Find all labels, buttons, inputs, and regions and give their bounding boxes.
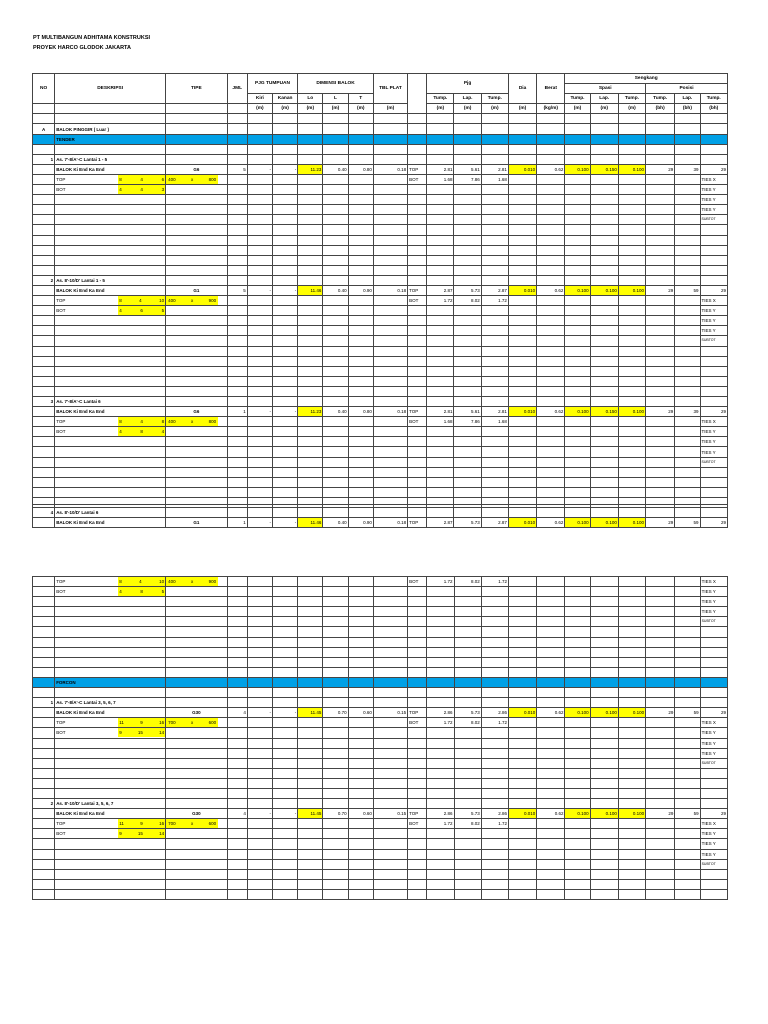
beam-top-row: TOP 8 4 6 400 x 800 BOT 1.68 7.86 1.68 TIES X — [33, 174, 728, 184]
table-row — [33, 215, 728, 225]
lo-header: Lo — [298, 94, 323, 104]
table-row — [33, 245, 728, 255]
row-side-label: SUBTOT — [700, 758, 727, 768]
beam-number: 3 — [33, 397, 55, 407]
beam-title: As. 8'-10/D' Lantai 3, 5, 6, 7 — [55, 799, 166, 809]
top-bars: TOP 8 4 10 — [55, 296, 166, 306]
beam-name: BALOK Ki End Ka End — [55, 708, 166, 718]
beam-top-row: TOP 8 4 10 400 x 900 BOT 1.72 8.02 1.72 TIES X — [33, 296, 728, 306]
top-bars: TOP 8 4 6 — [55, 174, 166, 184]
beam-title: As. 8'-10/D' Lantai 6 — [55, 508, 166, 518]
pjg-tumpuan-header: PJG TUMPUAN — [247, 74, 297, 94]
beam-bot-row — [33, 728, 728, 738]
ties-y-label: TIES Y — [700, 829, 727, 839]
beam-name: BALOK Ki End Ka End — [55, 164, 166, 174]
table-row — [33, 195, 728, 205]
row-side-label: TIES Y — [700, 447, 728, 457]
table-row — [33, 356, 728, 366]
table-row — [33, 346, 728, 356]
beam-type: G1 — [166, 518, 228, 528]
beam-title-row — [33, 799, 728, 809]
tbl-plat-header: TBL PLAT — [373, 74, 407, 104]
section-size: 400 x 900 — [166, 577, 228, 587]
table-row — [33, 637, 728, 647]
table-row — [33, 597, 728, 607]
spasi-header: Spasi — [565, 84, 646, 94]
top-bars: TOP 8 4 8 — [55, 417, 166, 427]
row-side-label: TIES Y — [700, 316, 728, 326]
posisi-header: Posisi — [646, 84, 728, 94]
row-side-label: TIES Y — [700, 326, 728, 336]
table-row — [33, 627, 728, 637]
beam-title-row — [33, 397, 728, 407]
table-row — [33, 447, 728, 457]
section-size: 700 x 600 — [166, 718, 228, 728]
beam-schedule-table-continued — [32, 576, 728, 900]
ties-y-label: TIES Y — [700, 306, 728, 316]
table-row — [33, 688, 728, 698]
beam-schedule-table: NO DESKRIPSI TIPE JML PJG TUMPUAN DIMENSI BALOK TBL PLAT Pjg Dia Berat Sengkang Spasi Posisi Kiri Kanan Lo L T Tump. Lap. Tump. Tump. Lap. Tump. Tump. Lap. Tump. (m) (m) (m) (m) (m) (m) (m) (m) (m) (m) (kg/m) (m) (m) (m) (bh) (bh) (bh) A BALOK PINGGIR ( Luar ) TENDER 1 As. 7'-8/A'-C Lantai 1 - 5 BALOK Ki End Ka End G6 5 - - 11.23 0.40 0.80 0.18 TOP 2.81 5.61 2.81 0.010 0.62 0.100 0.150 0.100 29 39 29 TOP 8 4 6 400 x 800 BOT 1.68 7.86 1.68 TIES X BOT 4 4 3 TIES Y TIES Y TIES Y SUBTOT 2 As. 8'-10/D' Lantai 1 - 5 BALOK Ki End Ka End G1 5 - - 11.46 0.40 0.90 0.18 TOP 2.87 5.73 2.87 0.010 0.62 0.100 0.100 0.100 29 59 29 TOP 8 4 10 400 x 900 BOT 1.72 8.02 1.72 TIES X BOT 4 6 5 TIES Y TIES Y TIES Y SUBTOT 3 As. 7'-8/A'-C Lantai 6 BALOK Ki End Ka End G6 1 - - 11.23 0.40 0.80 0.18 TOP 2.81 5.61 2.81 0.010 0.62 0.100 0.150 0.100 29 39 29 TOP 8 4 8 400 x 800 BOT 1.68 7.86 1.68 TIES X BOT 4 8 4 TIES Y TIES Y TIES Y SUBTOT 4 As. 8'-10/D' Lantai 6 BALOK Ki End Ka End G1 1 - - 11.46 0.40 0.90 0.18 TOP 2.87 5.73 2.87 0.010 0.62 0.100 0.100 0.100 29 59 29 — [32, 73, 728, 528]
beam-bot-row — [33, 185, 728, 195]
beam-title-row — [33, 508, 728, 518]
dimensi-balok-header: DIMENSI BALOK — [298, 74, 374, 94]
row-side-label: TIES Y — [700, 839, 727, 849]
beam-main-row: BALOK Ki End Ka End G6 5 - - 11.23 0.40 0.80 0.18 TOP 2.81 5.61 2.81 0.010 0.62 0.100 0.150 0.100 29 39 29 — [33, 164, 728, 174]
table-row — [33, 255, 728, 265]
beam-type: G30 — [166, 708, 228, 718]
forcon-band — [33, 677, 728, 687]
row-side-label: SUBTOT — [700, 859, 727, 869]
section-size: 400 x 800 — [166, 417, 228, 427]
header-row-1 — [33, 74, 728, 84]
beam-number: 1 — [33, 154, 55, 164]
section-size: 400 x 900 — [166, 296, 228, 306]
table-row — [33, 748, 728, 758]
row-side-label: TIES Y — [700, 748, 727, 758]
beam-main-row: BALOK Ki End Ka End G1 5 - - 11.46 0.40 0.90 0.18 TOP 2.87 5.73 2.87 0.010 0.62 0.100 0.100 0.100 29 59 29 — [33, 285, 728, 295]
beam-type: G30 — [166, 809, 228, 819]
table-row — [33, 869, 728, 879]
table-row — [33, 336, 728, 346]
row-side-label: TIES Y — [700, 205, 728, 215]
table-row — [33, 889, 728, 899]
beam-number: 4 — [33, 508, 55, 518]
beam-title-row — [33, 698, 728, 708]
row-side-label: TIES Y — [700, 597, 727, 607]
col-no-header: NO — [33, 74, 55, 104]
page-break-line — [32, 504, 728, 505]
bot-bars: BOT 4 8 4 — [55, 427, 166, 437]
table-row — [33, 758, 728, 768]
project-name: PROYEK HARCO GLODOK JAKARTA — [33, 45, 131, 51]
col-deskripsi-header: DESKRIPSI — [55, 74, 166, 104]
section-size: 700 x 600 — [166, 819, 228, 829]
pjg-header: Pjg — [427, 74, 509, 94]
table-row — [33, 114, 728, 124]
section-a-row — [33, 124, 728, 134]
t-header: T — [348, 94, 373, 104]
ties-y-label: TIES Y — [700, 587, 727, 597]
section-no: A — [33, 124, 55, 134]
beam-top-row: TOP 8 4 8 400 x 800 BOT 1.68 7.86 1.68 TIES X — [33, 417, 728, 427]
row-side-label: TIES Y — [700, 607, 727, 617]
beam-title: As. 8'-10/D' Lantai 1 - 5 — [55, 275, 166, 285]
table-row — [33, 205, 728, 215]
beam-type: G6 — [166, 164, 228, 174]
row-side-label: TIES Y — [700, 849, 727, 859]
table-row — [33, 487, 728, 497]
row-side-label: TIES Y — [700, 738, 727, 748]
col-jml-header: JML — [227, 74, 247, 104]
table-row — [33, 607, 728, 617]
beam-number: 2 — [33, 799, 55, 809]
table-row — [33, 467, 728, 477]
bot-bars: BOT 4 8 5 — [55, 587, 166, 597]
section-label: BALOK PINGGIR ( Luar ) — [55, 124, 166, 134]
table-row — [33, 839, 728, 849]
ties-x-label: TIES X — [700, 296, 728, 306]
bot-bars: BOT 4 6 5 — [55, 306, 166, 316]
ties-x-label: TIES X — [700, 819, 727, 829]
beam-title: As. 7'-8/A'-C Lantai 3, 5, 6, 7 — [55, 698, 166, 708]
beam-main-row: BALOK Ki End Ka End G30 4 - - 11.45 0.70 0.60 0.15 TOP 2.86 5.73 2.86 0.010 0.62 0.100 0.100 0.100 29 59 29 — [33, 809, 728, 819]
ties-y-label: TIES Y — [700, 185, 728, 195]
beam-top-row: TOP 11 9 16 700 x 600 BOT 1.72 8.02 1.72 TIES X — [33, 718, 728, 728]
ties-x-label: TIES X — [700, 718, 727, 728]
table-row — [33, 457, 728, 467]
table-row — [33, 497, 728, 507]
beam-name: BALOK Ki End Ka End — [55, 809, 166, 819]
table-row — [33, 144, 728, 154]
beam-title-row — [33, 154, 728, 164]
table-row — [33, 326, 728, 336]
top-bars: TOP 11 9 16 — [55, 718, 166, 728]
table-row — [33, 879, 728, 889]
bot-bars: BOT 9 15 14 — [55, 829, 166, 839]
section-size: 400 x 800 — [166, 174, 228, 184]
ties-y-label: TIES Y — [700, 728, 727, 738]
table-row — [33, 386, 728, 396]
table-row — [33, 366, 728, 376]
bot-bars: BOT 9 15 14 — [55, 728, 166, 738]
sengkang-header: Sengkang — [565, 74, 728, 84]
ties-x-label: TIES X — [700, 417, 728, 427]
beam-main-row: BALOK Ki End Ka End G1 1 - - 11.46 0.40 0.90 0.18 TOP 2.87 5.73 2.87 0.010 0.62 0.100 0.100 0.100 29 59 29 — [33, 518, 728, 528]
beam-name: BALOK Ki End Ka End — [55, 518, 166, 528]
table-row — [33, 376, 728, 386]
tender-band — [33, 134, 728, 144]
beam-bot-row — [33, 587, 728, 597]
beam-top-row: TOP 8 4 10 400 x 900 BOT 1.72 8.02 1.72 TIES X — [33, 577, 728, 587]
row-side-label: TIES Y — [700, 437, 728, 447]
beam-bot-row — [33, 306, 728, 316]
beam-bot-row — [33, 829, 728, 839]
beam-main-row: BALOK Ki End Ka End G6 1 - - 11.23 0.40 0.80 0.18 TOP 2.81 5.61 2.81 0.010 0.62 0.100 0.150 0.100 29 39 29 — [33, 407, 728, 417]
beam-bot-row — [33, 427, 728, 437]
beam-type: G1 — [166, 285, 228, 295]
row-side-label: SUBTOT — [700, 457, 728, 467]
tender-band-label: TENDER — [55, 134, 166, 144]
table-row — [33, 477, 728, 487]
forcon-band-label: FORCON — [55, 677, 166, 687]
row-side-label: SUBTOT — [700, 215, 728, 225]
beam-type: G6 — [166, 407, 228, 417]
top-bars: TOP 8 4 10 — [55, 577, 166, 587]
berat-header: Berat — [537, 74, 565, 104]
table-row — [33, 225, 728, 235]
beam-title: As. 7'-8/A'-C Lantai 1 - 5 — [55, 154, 166, 164]
beam-name: BALOK Ki End Ka End — [55, 407, 166, 417]
table-row — [33, 657, 728, 667]
table-row — [33, 437, 728, 447]
l-header: L — [323, 94, 348, 104]
kanan-header: Kanan — [273, 94, 298, 104]
beam-title-row — [33, 275, 728, 285]
beam-title: As. 7'-8/A'-C Lantai 6 — [55, 397, 166, 407]
ties-x-label: TIES X — [700, 577, 727, 587]
ties-y-label: TIES Y — [700, 427, 728, 437]
ties-x-label: TIES X — [700, 174, 728, 184]
beam-main-row: BALOK Ki End Ka End G30 4 - - 11.45 0.70 0.60 0.15 TOP 2.86 5.73 2.86 0.010 0.62 0.100 0.100 0.100 29 59 29 — [33, 708, 728, 718]
table-row — [33, 265, 728, 275]
table-row — [33, 667, 728, 677]
beam-top-row: TOP 11 9 16 700 x 600 BOT 1.72 8.02 1.72 TIES X — [33, 819, 728, 829]
row-side-label: TIES Y — [700, 195, 728, 205]
beam-number: 1 — [33, 698, 55, 708]
kiri-header: Kiri — [247, 94, 272, 104]
company-name: PT MULTIBANGUN ADHITAMA KONSTRUKSI — [33, 35, 151, 41]
col-tipe-header: TIPE — [166, 74, 228, 104]
dia-header: Dia — [508, 74, 536, 104]
units-row: (m) (m) (m) (m) (m) (m) (m) (m) (m) (m) (kg/m) (m) (m) (m) (bh) (bh) (bh) — [33, 104, 728, 114]
row-side-label: SUBTOT — [700, 617, 727, 627]
table-row — [33, 316, 728, 326]
table-row — [33, 859, 728, 869]
top-bars: TOP 11 9 16 — [55, 819, 166, 829]
beam-name: BALOK Ki End Ka End — [55, 285, 166, 295]
table-row — [33, 235, 728, 245]
table-row — [33, 788, 728, 798]
table-row — [33, 778, 728, 788]
table-row — [33, 738, 728, 748]
table-row — [33, 849, 728, 859]
beam-number: 2 — [33, 275, 55, 285]
table-row — [33, 768, 728, 778]
bot-bars: BOT 4 4 3 — [55, 185, 166, 195]
row-side-label: SUBTOT — [700, 336, 728, 346]
table-row — [33, 647, 728, 657]
table-row — [33, 617, 728, 627]
